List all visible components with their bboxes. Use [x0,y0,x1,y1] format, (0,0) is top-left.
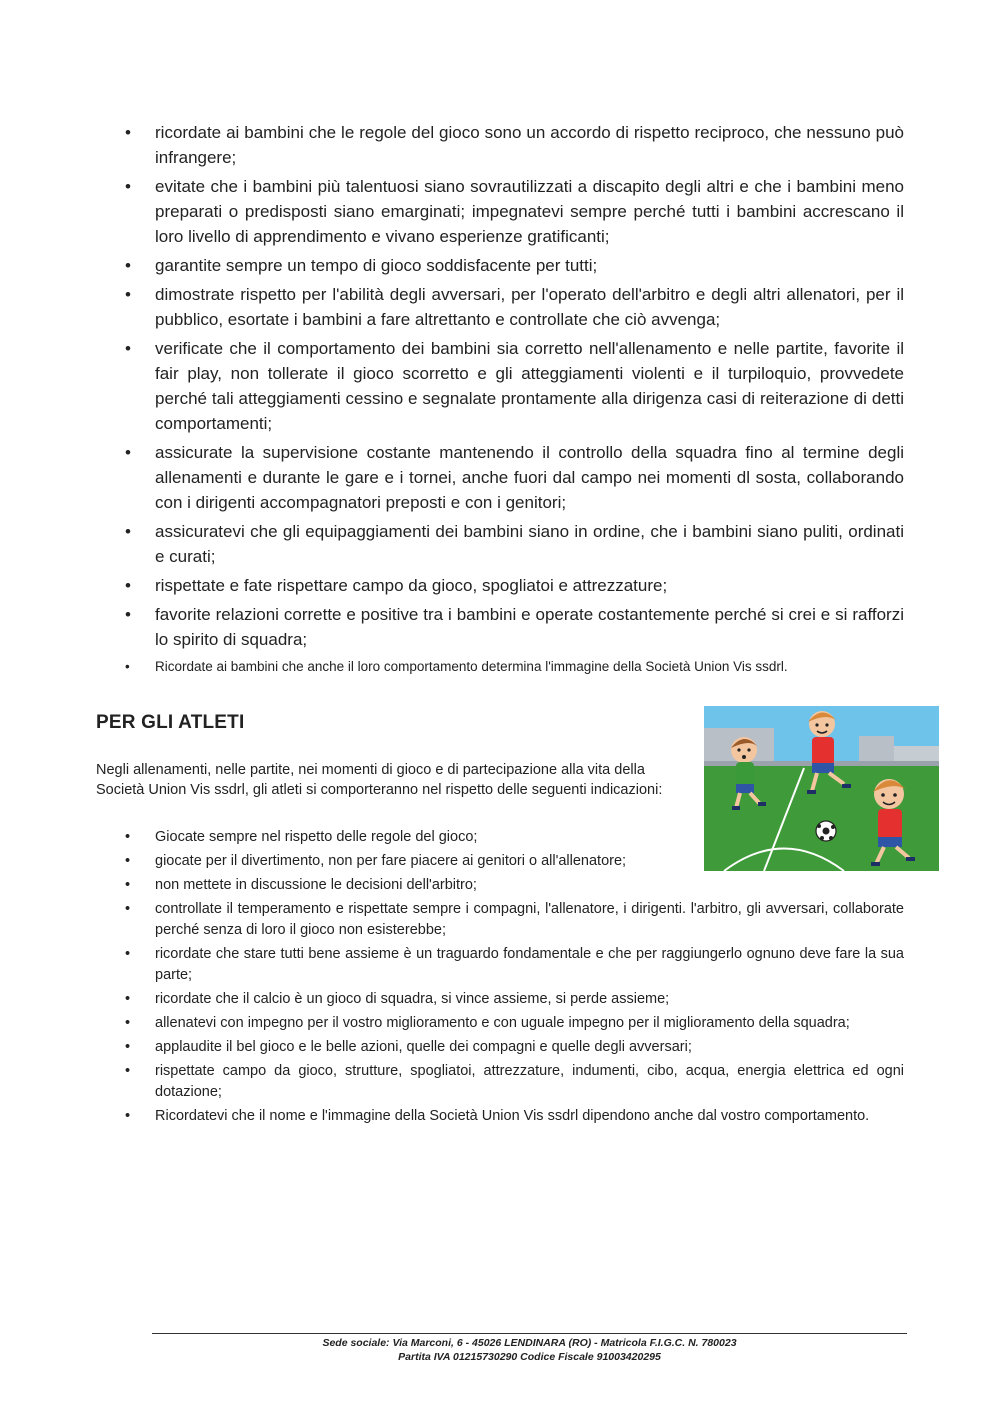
list-item: • Giocate sempre nel rispetto delle regole del gioco; [96,827,685,848]
section-heading-athletes: PER GLI ATLETI [96,712,245,733]
list-item: • applaudite il bel gioco e le belle azioni, quelle dei compagni e quelle degli avversari; [96,1037,904,1058]
footer-divider [152,1333,907,1334]
athletes-rules-list [96,827,904,1130]
list-item: • evitate che i bambini più talentuosi siano sovrautilizzati a discapito degli altri e che i bambini meno preparati o predisposti siano emarginati; impegnatevi sempre perché tutti i bambini accrescano il loro livello di apprendimento e vivano esperienze gratificanti; [96,174,904,249]
list-item: • allenatevi con impegno per il vostro miglioramento e con uguale impegno per il miglioramento della squadra; [96,1013,904,1034]
coach-rules-list [96,120,904,682]
list-item: • rispettate e fate rispettare campo da gioco, spogliatoi e attrezzature; [96,573,904,598]
list-item: • ricordate che stare tutti bene assieme è un traguardo fondamentale e che per raggiungerlo ognuno deve fare la sua parte; [96,944,904,986]
list-item: • Ricordate ai bambini che anche il loro comportamento determina l'immagine della Società Union Vis ssdrl. [96,656,904,678]
athletes-intro: Negli allenamenti, nelle partite, nei momenti di gioco e di partecipazione alla vita della Società Union Vis ssdrl, gli atleti si comporteranno nel rispetto delle seguenti indicazioni: [96,762,663,798]
list-item: • giocate per il divertimento, non per fare piacere ai genitori o all'allenatore; [96,851,685,872]
list-item: • controllate il temperamento e rispettate sempre i compagni, l'allenatore, i dirigenti. l'arbitro, gli avversari, collaborate perché senza di loro il gioco non esisterebbe; [96,899,904,941]
list-item: • favorite relazioni corrette e positive tra i bambini e operate costantemente perché si crei e si rafforzi lo spirito di squadra; [96,602,904,652]
list-item: • rispettate campo da gioco, strutture, spogliatoi, attrezzature, indumenti, cibo, acqua, energia elettrica ed ogni dotazione; [96,1061,904,1103]
page-footer [152,1336,907,1364]
list-item: • ricordate ai bambini che le regole del gioco sono un accordo di rispetto reciproco, che nessuno può infrangere; [96,120,904,170]
list-item: • Ricordatevi che il nome e l'immagine della Società Union Vis ssdrl dipendono anche dal vostro comportamento. [96,1106,904,1127]
list-item: • non mettete in discussione le decisioni dell'arbitro; [96,875,904,896]
list-item: • garantite sempre un tempo di gioco soddisfacente per tutti; [96,253,904,278]
list-item: • ricordate che il calcio è un gioco di squadra, si vince assieme, si perde assieme; [96,989,904,1010]
list-item: • assicurate la supervisione costante mantenendo il controllo della squadra fino al termine degli allenamenti e durante le gare e i tornei, anche fuori dal campo nei momenti dl sosta, collaborando con i dirigenti accompagnatori preposti e con i genitori; [96,440,904,515]
list-item: • assicuratevi che gli equipaggiamenti dei bambini siano in ordine, che i bambini siano puliti, ordinati e curati; [96,519,904,569]
footer-address: Sede sociale: Via Marconi, 6 - 45026 LENDINARA (RO) - Matricola F.I.G.C. N. 780023 [322,1337,737,1349]
list-item: • verificate che il comportamento dei bambini sia corretto nell'allenamento e nelle partite, favorite il fair play, non tollerate il gioco scorretto e gli atteggiamenti violenti e il turpiloquio, provvedete perché tali atteggiamenti cessino e segnalate prontamente alla dirigenza casi di reiterazione di detti comportamenti; [96,336,904,436]
footer-tax-ids: Partita IVA 01215730290 Codice Fiscale 91003420295 [398,1351,661,1363]
list-item: • dimostrate rispetto per l'abilità degli avversari, per l'operato dell'arbitro e degli altri allenatori, per il pubblico, esortate i bambini a fare altrettanto e controllate che ciò avvenga; [96,282,904,332]
